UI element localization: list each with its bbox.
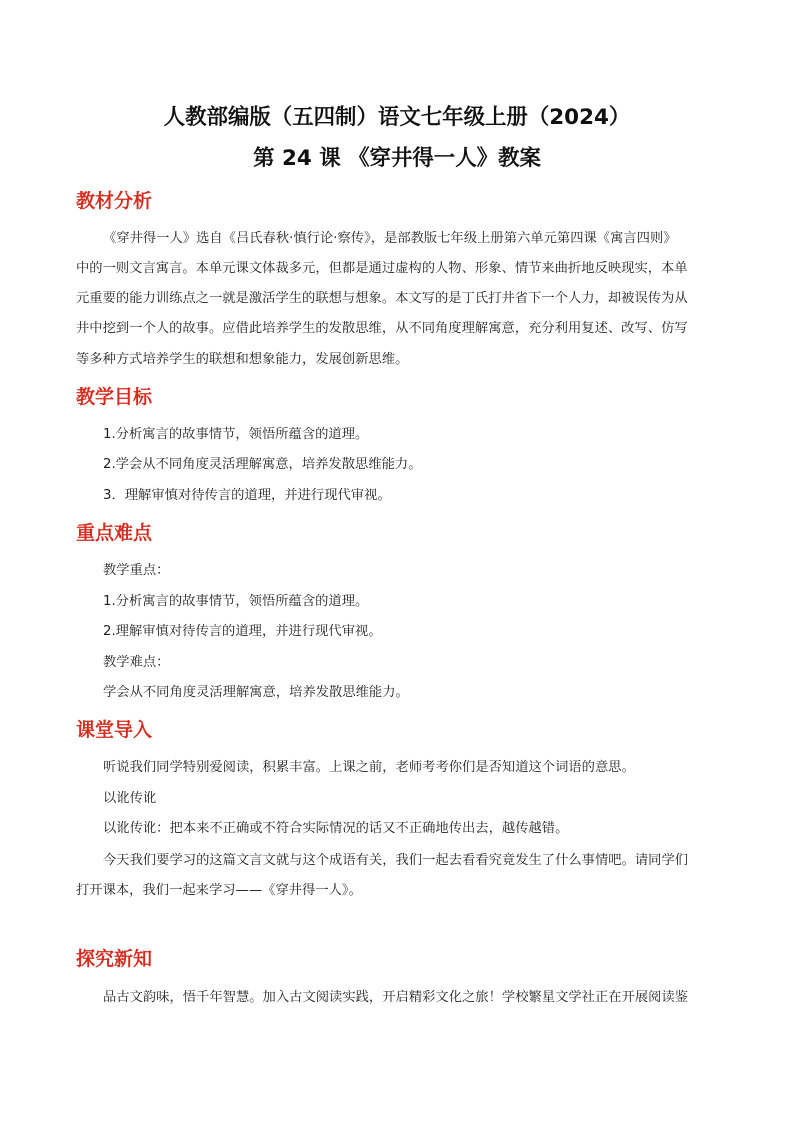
document-title-line1: 人教部编版（五四制）语文七年级上册（2024） bbox=[163, 105, 631, 130]
difficult-points-label: 教学难点： bbox=[103, 655, 170, 670]
intro-paragraph-line: 今天我们要学习的这篇文言文就与这个成语有关，我们一起去看看究竟发生了什么事情吧。请同学们 bbox=[103, 853, 689, 868]
intro-idiom-definition: 以讹传讹：把本来不正确或不符合实际情况的话又不正确地传出去，越传越错。 bbox=[103, 821, 569, 836]
key-points-label: 教学重点： bbox=[103, 563, 170, 578]
intro-paragraph-line: 听说我们同学特别爱阅读，积累丰富。上课之前，老师考考你们是否知道这个词语的意思。 bbox=[103, 760, 635, 775]
goal-item: 1.分析寓言的故事情节，领悟所蕴含的道理。 bbox=[103, 427, 369, 442]
section-heading-goals: 教学目标 bbox=[76, 386, 153, 408]
section-heading-key-points: 重点难点 bbox=[76, 522, 153, 544]
analysis-paragraph-line: 井中挖到一个人的故事。应借此培养学生的发散思维，从不同角度理解寓意，充分利用复述、改写、仿写 bbox=[76, 321, 688, 336]
analysis-paragraph-line: 《穿井得一人》选自《吕氏春秋·慎行论·察传》，是部教版七年级上册第六单元第四课《寓言四则》 bbox=[103, 231, 677, 246]
goal-item: 3．理解审慎对待传言的道理，并进行现代审视。 bbox=[103, 488, 391, 503]
explore-paragraph-line: 品古文韵味，悟千年智慧。加入古文阅读实践，开启精彩文化之旅！学校繁星文学社正在开展阅读鉴 bbox=[103, 990, 689, 1005]
goal-item: 2.学会从不同角度灵活理解寓意，培养发散思维能力。 bbox=[103, 457, 422, 472]
section-heading-explore: 探究新知 bbox=[76, 948, 153, 970]
analysis-paragraph-line: 中的一则文言寓言。本单元课文体裁多元，但都是通过虚构的人物、形象、情节来曲折地反映现实，本单 bbox=[76, 261, 688, 276]
document-title-line2: 第 24 课 《穿井得一人》教案 bbox=[253, 146, 541, 171]
key-point-item: 2.理解审慎对待传言的道理，并进行现代审视。 bbox=[103, 624, 382, 639]
difficult-point-item: 学会从不同角度灵活理解寓意，培养发散思维能力。 bbox=[103, 685, 409, 700]
intro-paragraph-line: 打开课本，我们一起来学习——《穿井得一人》。 bbox=[76, 883, 362, 898]
section-heading-analysis: 教材分析 bbox=[76, 190, 153, 212]
key-point-item: 1.分析寓言的故事情节，领悟所蕴含的道理。 bbox=[103, 594, 369, 609]
analysis-paragraph-line: 等多种方式培养学生的联想和想象能力，发展创新思维。 bbox=[76, 352, 409, 367]
section-heading-intro: 课堂导入 bbox=[76, 719, 153, 741]
analysis-paragraph-line: 元重要的能力训练点之一就是激活学生的联想与想象。本文写的是丁氏打井省下一个人力，却被误传为从 bbox=[76, 291, 688, 306]
intro-idiom: 以讹传讹 bbox=[103, 791, 157, 806]
